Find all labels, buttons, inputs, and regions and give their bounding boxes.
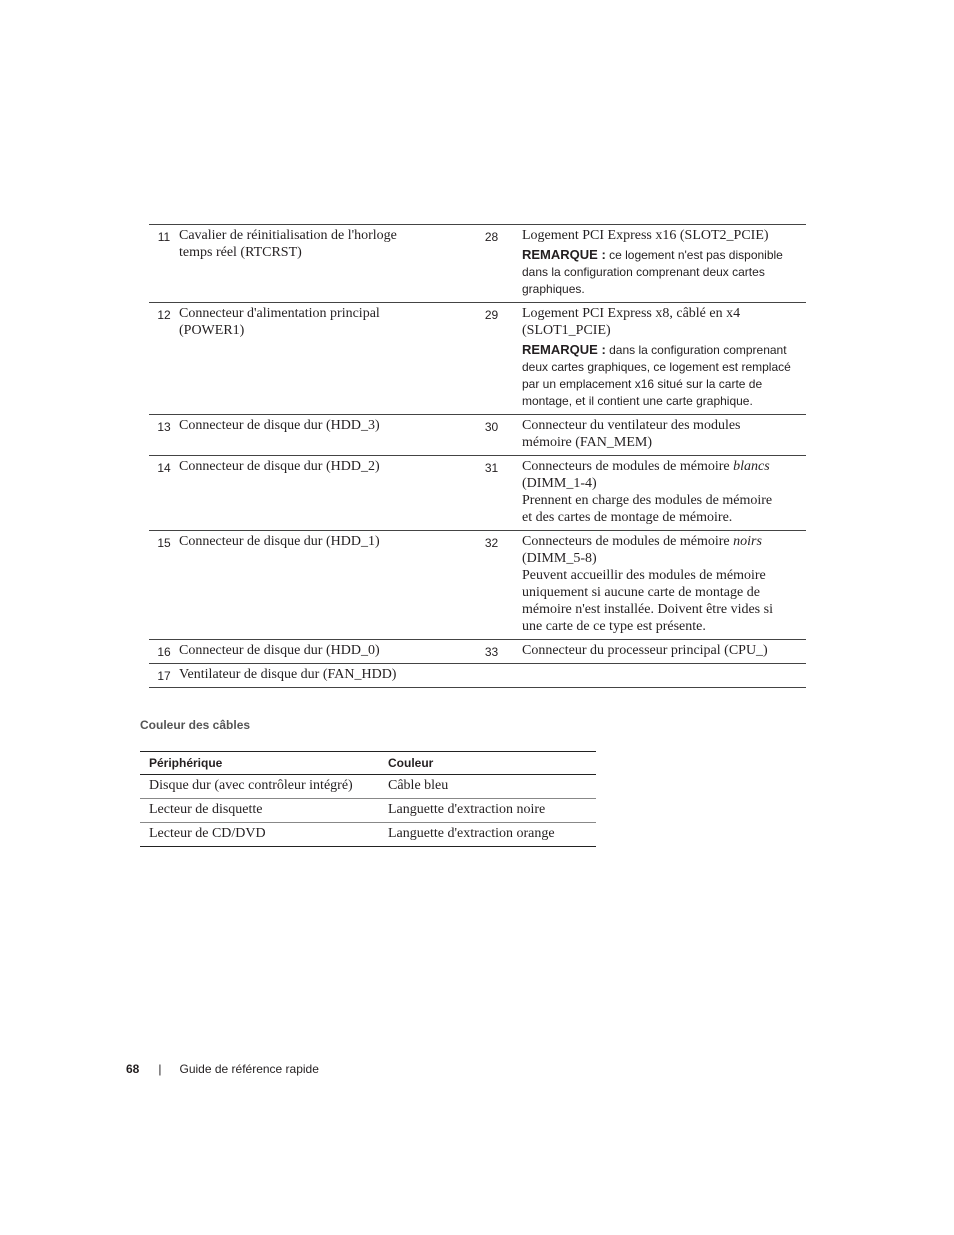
footer-separator: |	[158, 1062, 162, 1076]
item-description	[179, 456, 461, 531]
item-description	[179, 531, 461, 640]
description-line: mémoire (FAN_MEM)	[522, 435, 652, 450]
description-line: Ventilateur de disque dur (FAN_HDD)	[179, 667, 397, 682]
cable-colors-heading: Couleur des câbles	[140, 718, 251, 732]
item-number: 29	[461, 303, 522, 415]
table-row	[140, 775, 596, 799]
item-number	[461, 664, 522, 688]
item-description	[179, 640, 461, 664]
item-description	[522, 640, 806, 664]
table-row	[149, 640, 806, 664]
description-line: mémoire n'est installée. Doivent être vides si	[522, 602, 773, 617]
cable-table-header-row	[140, 752, 596, 775]
guide-title: Guide de référence rapide	[179, 1062, 319, 1076]
item-number: 30	[461, 415, 522, 456]
description-line: Cavalier de réinitialisation de l'horloge	[179, 228, 397, 243]
description-line: temps réel (RTCRST)	[179, 245, 302, 260]
color-cell: Câble bleu	[379, 775, 596, 799]
description-line	[522, 458, 806, 475]
page-number: 68	[126, 1062, 140, 1076]
description-line: Connecteur de disque dur (HDD_1)	[179, 534, 380, 549]
item-number: 17	[149, 664, 179, 688]
item-number: 32	[461, 531, 522, 640]
description-line: Logement PCI Express x16 (SLOT2_PCIE)	[522, 228, 769, 243]
description-line: (DIMM_1-4)	[522, 476, 597, 491]
item-number: 14	[149, 456, 179, 531]
description-line: Connecteur de disque dur (HDD_3)	[179, 418, 380, 433]
description-line: Connecteur d'alimentation principal	[179, 306, 380, 321]
table-row	[149, 225, 806, 303]
table-row	[149, 664, 806, 688]
item-number: 11	[149, 225, 179, 303]
item-number: 15	[149, 531, 179, 640]
note-text: ce logement n'est pas disponible dans la configuration comprenant deux cartes graphiques.	[522, 248, 783, 296]
item-description	[179, 415, 461, 456]
table-row	[140, 799, 596, 823]
item-description	[522, 303, 806, 415]
note-text: dans la configuration comprenant deux cartes graphiques, ce logement est remplacé par un emplacement x16 situé sur la carte de montage, et il contient une carte graphique.	[522, 343, 791, 408]
description-line	[522, 533, 806, 550]
table-row	[149, 531, 806, 640]
table-row	[149, 415, 806, 456]
cable-colors-table	[140, 751, 596, 847]
color-cell: Languette d'extraction noire	[379, 799, 596, 823]
item-description	[522, 415, 806, 456]
item-description	[179, 303, 461, 415]
note-label: REMARQUE :	[522, 247, 606, 262]
note-label: REMARQUE :	[522, 342, 606, 357]
description-line: Connecteur de disque dur (HDD_0)	[179, 643, 380, 658]
description-lead: Connecteurs de modules de mémoire	[522, 534, 734, 549]
column-header-device: Périphérique	[140, 752, 379, 775]
description-line: Logement PCI Express x8, câblé en x4	[522, 306, 741, 321]
note	[522, 246, 806, 298]
item-number: 31	[461, 456, 522, 531]
description-lead: Connecteurs de modules de mémoire	[522, 459, 734, 474]
note	[522, 341, 806, 410]
description-line: Prennent en charge des modules de mémoire	[522, 493, 773, 508]
table-row	[149, 303, 806, 415]
item-number: 33	[461, 640, 522, 664]
device-cell: Disque dur (avec contrôleur intégré)	[140, 775, 379, 799]
item-description	[179, 664, 461, 688]
column-header-color: Couleur	[379, 752, 596, 775]
color-cell: Languette d'extraction orange	[379, 823, 596, 847]
description-line: uniquement si aucune carte de montage de	[522, 585, 760, 600]
parts-table	[149, 224, 806, 688]
description-line: (SLOT1_PCIE)	[522, 323, 611, 338]
device-cell: Lecteur de disquette	[140, 799, 379, 823]
description-line: et des cartes de montage de mémoire.	[522, 510, 733, 525]
item-description	[522, 456, 806, 531]
description-line: Connecteur de disque dur (HDD_2)	[179, 459, 380, 474]
device-cell: Lecteur de CD/DVD	[140, 823, 379, 847]
page-footer	[126, 1062, 319, 1076]
description-line: (POWER1)	[179, 323, 245, 338]
item-number: 13	[149, 415, 179, 456]
item-description	[522, 531, 806, 640]
item-number: 28	[461, 225, 522, 303]
item-description	[522, 664, 806, 688]
item-description	[179, 225, 461, 303]
description-emphasis: blancs	[733, 459, 770, 474]
item-number: 16	[149, 640, 179, 664]
description-line: Peuvent accueillir des modules de mémoire	[522, 568, 766, 583]
description-emphasis: noirs	[733, 534, 762, 549]
description-line: Connecteur du processeur principal (CPU_)	[522, 643, 768, 658]
description-line: une carte de ce type est présente.	[522, 619, 706, 634]
item-description	[522, 225, 806, 303]
table-row	[140, 823, 596, 847]
item-number: 12	[149, 303, 179, 415]
description-line: Connecteur du ventilateur des modules	[522, 418, 741, 433]
table-row	[149, 456, 806, 531]
description-line: (DIMM_5-8)	[522, 551, 597, 566]
